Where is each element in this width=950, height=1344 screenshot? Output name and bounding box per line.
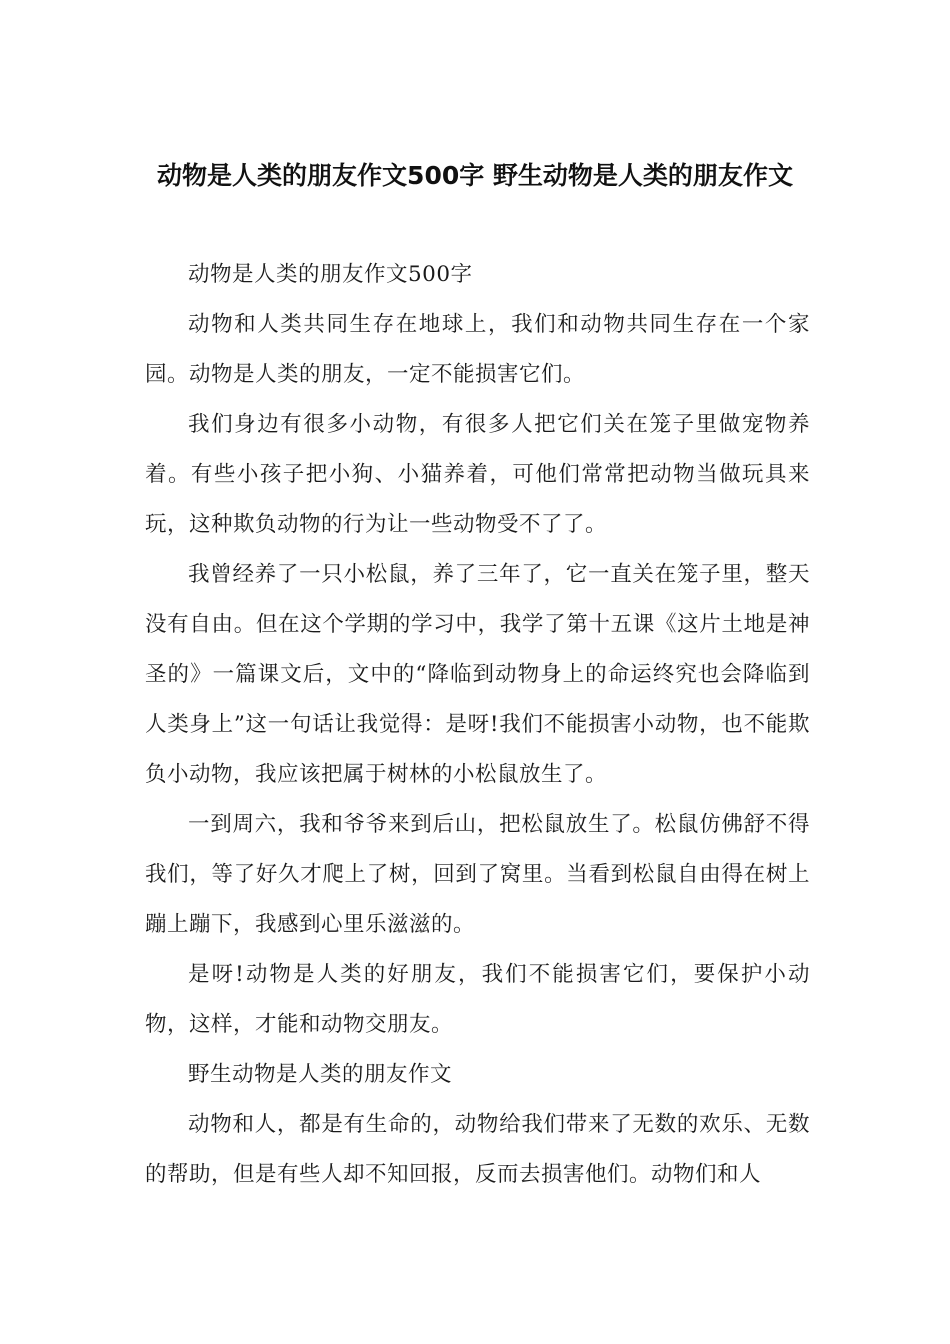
paragraph: 我们身边有很多小动物，有很多人把它们关在笼子里做宠物养着。有些小孩子把小狗、小猫养着，可他们常常把动物当做玩具来玩，这种欺负动物的行为让一些动物受不了了。 [145,412,810,537]
document-body [145,250,810,1200]
paragraph: 我曾经养了一只小松鼠，养了三年了，它一直关在笼子里，整天没有自由。但在这个学期的学习中，我学了第十五课《这片土地是神圣的》一篇课文后，文中的“降临到动物身上的命运终究也会降临到人类身上”这一句话让我觉得：是呀!我们不能损害小动物，也不能欺负小动物，我应该把属于树林的小松鼠放生了。 [145,562,810,787]
document-title: 动物是人类的朋友作文500字 野生动物是人类的朋友作文 [157,161,793,190]
paragraph: 是呀!动物是人类的好朋友，我们不能损害它们，要保护小动物，这样，才能和动物交朋友。 [145,962,810,1037]
paragraph: 动物和人，都是有生命的，动物给我们带来了无数的欢乐、无数的帮助，但是有些人却不知回报，反而去损害他们。动物们和人 [145,1112,810,1187]
paragraph: 动物和人类共同生存在地球上，我们和动物共同生存在一个家园。动物是人类的朋友，一定不能损害它们。 [145,312,810,387]
paragraph: 一到周六，我和爷爷来到后山，把松鼠放生了。松鼠仿佛舒不得我们，等了好久才爬上了树，回到了窝里。当看到松鼠自由得在树上蹦上蹦下，我感到心里乐滋滋的。 [145,812,810,937]
paragraph-subtitle-1: 动物是人类的朋友作文500字 [188,262,473,287]
paragraph-subtitle-2: 野生动物是人类的朋友作文 [188,1062,453,1087]
